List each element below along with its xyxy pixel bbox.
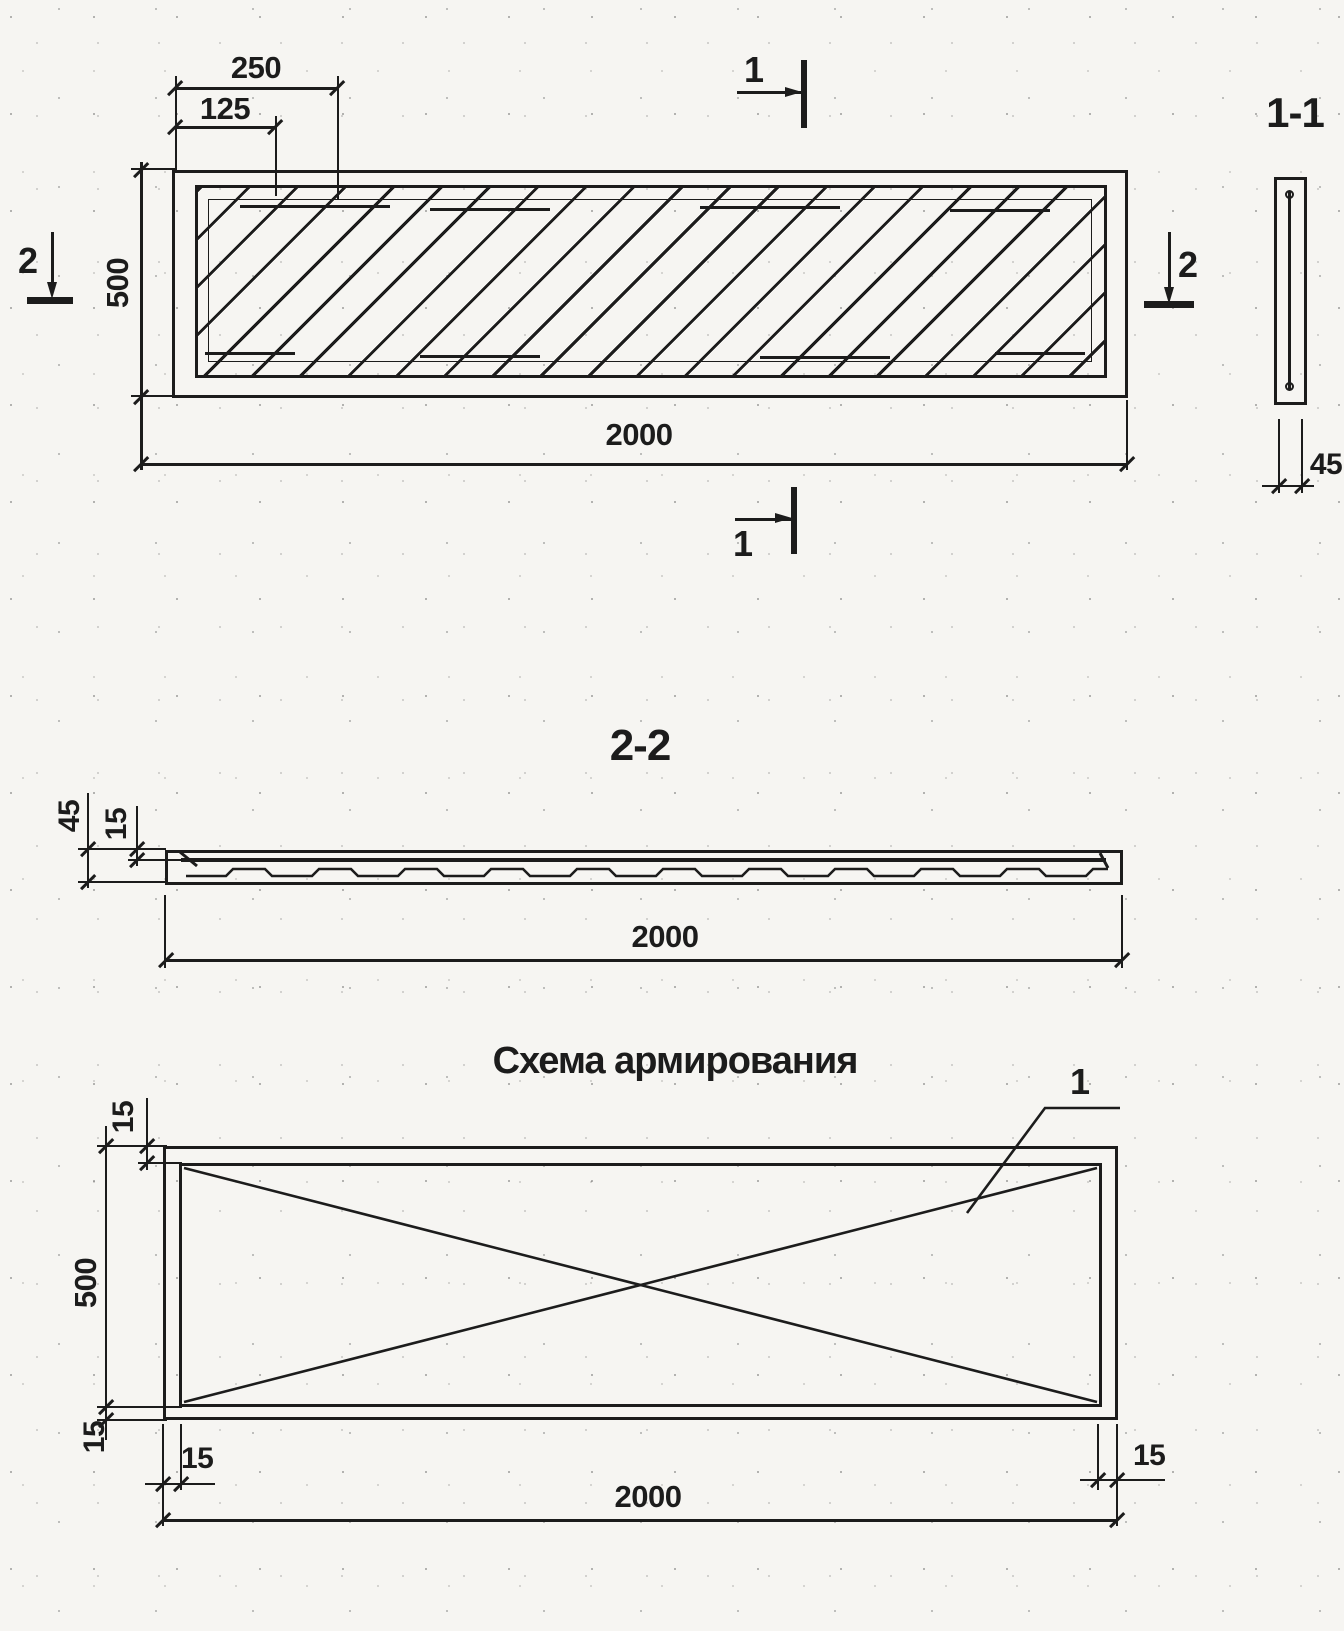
cut-marker-1-bottom-label: 1 [733,523,754,564]
cut-marker-2-right-label: 2 [1178,244,1199,285]
dim-15-text: 15 [107,1100,140,1134]
dim-2000-label: 2000 [631,919,699,954]
dim-500-text: 500 [68,1257,103,1309]
mesh-zigzag-line [186,869,1108,876]
scheme-title: Схема армирования [492,1040,858,1082]
mesh-hook-left [180,852,197,866]
dim-15-text: 15 [78,1420,111,1454]
cut-marker-1-top-label: 1 [744,49,765,90]
dim-15-right-label: 15 [1133,1439,1166,1472]
section-2-2-title: 2-2 [609,721,671,770]
dim-15-left-label: 15 [181,1442,214,1475]
dim-2000-label: 2000 [605,417,673,452]
bar-mark-1-label: 1 [1070,1061,1091,1102]
dim-125-label: 125 [199,91,251,126]
dim-500-text: 500 [100,257,135,309]
mesh-hook-right [1100,853,1108,868]
dim-15-text: 15 [100,807,133,841]
dim-45-label: 45 [1309,448,1343,481]
dim-2000-label: 2000 [614,1479,682,1514]
dim-45-text: 45 [53,799,86,833]
cut-marker-2-left-label: 2 [18,240,39,281]
dim-250-label: 250 [230,50,282,85]
section-1-1-title: 1-1 [1266,89,1324,136]
bar-mark-leader-line [967,1108,1120,1213]
